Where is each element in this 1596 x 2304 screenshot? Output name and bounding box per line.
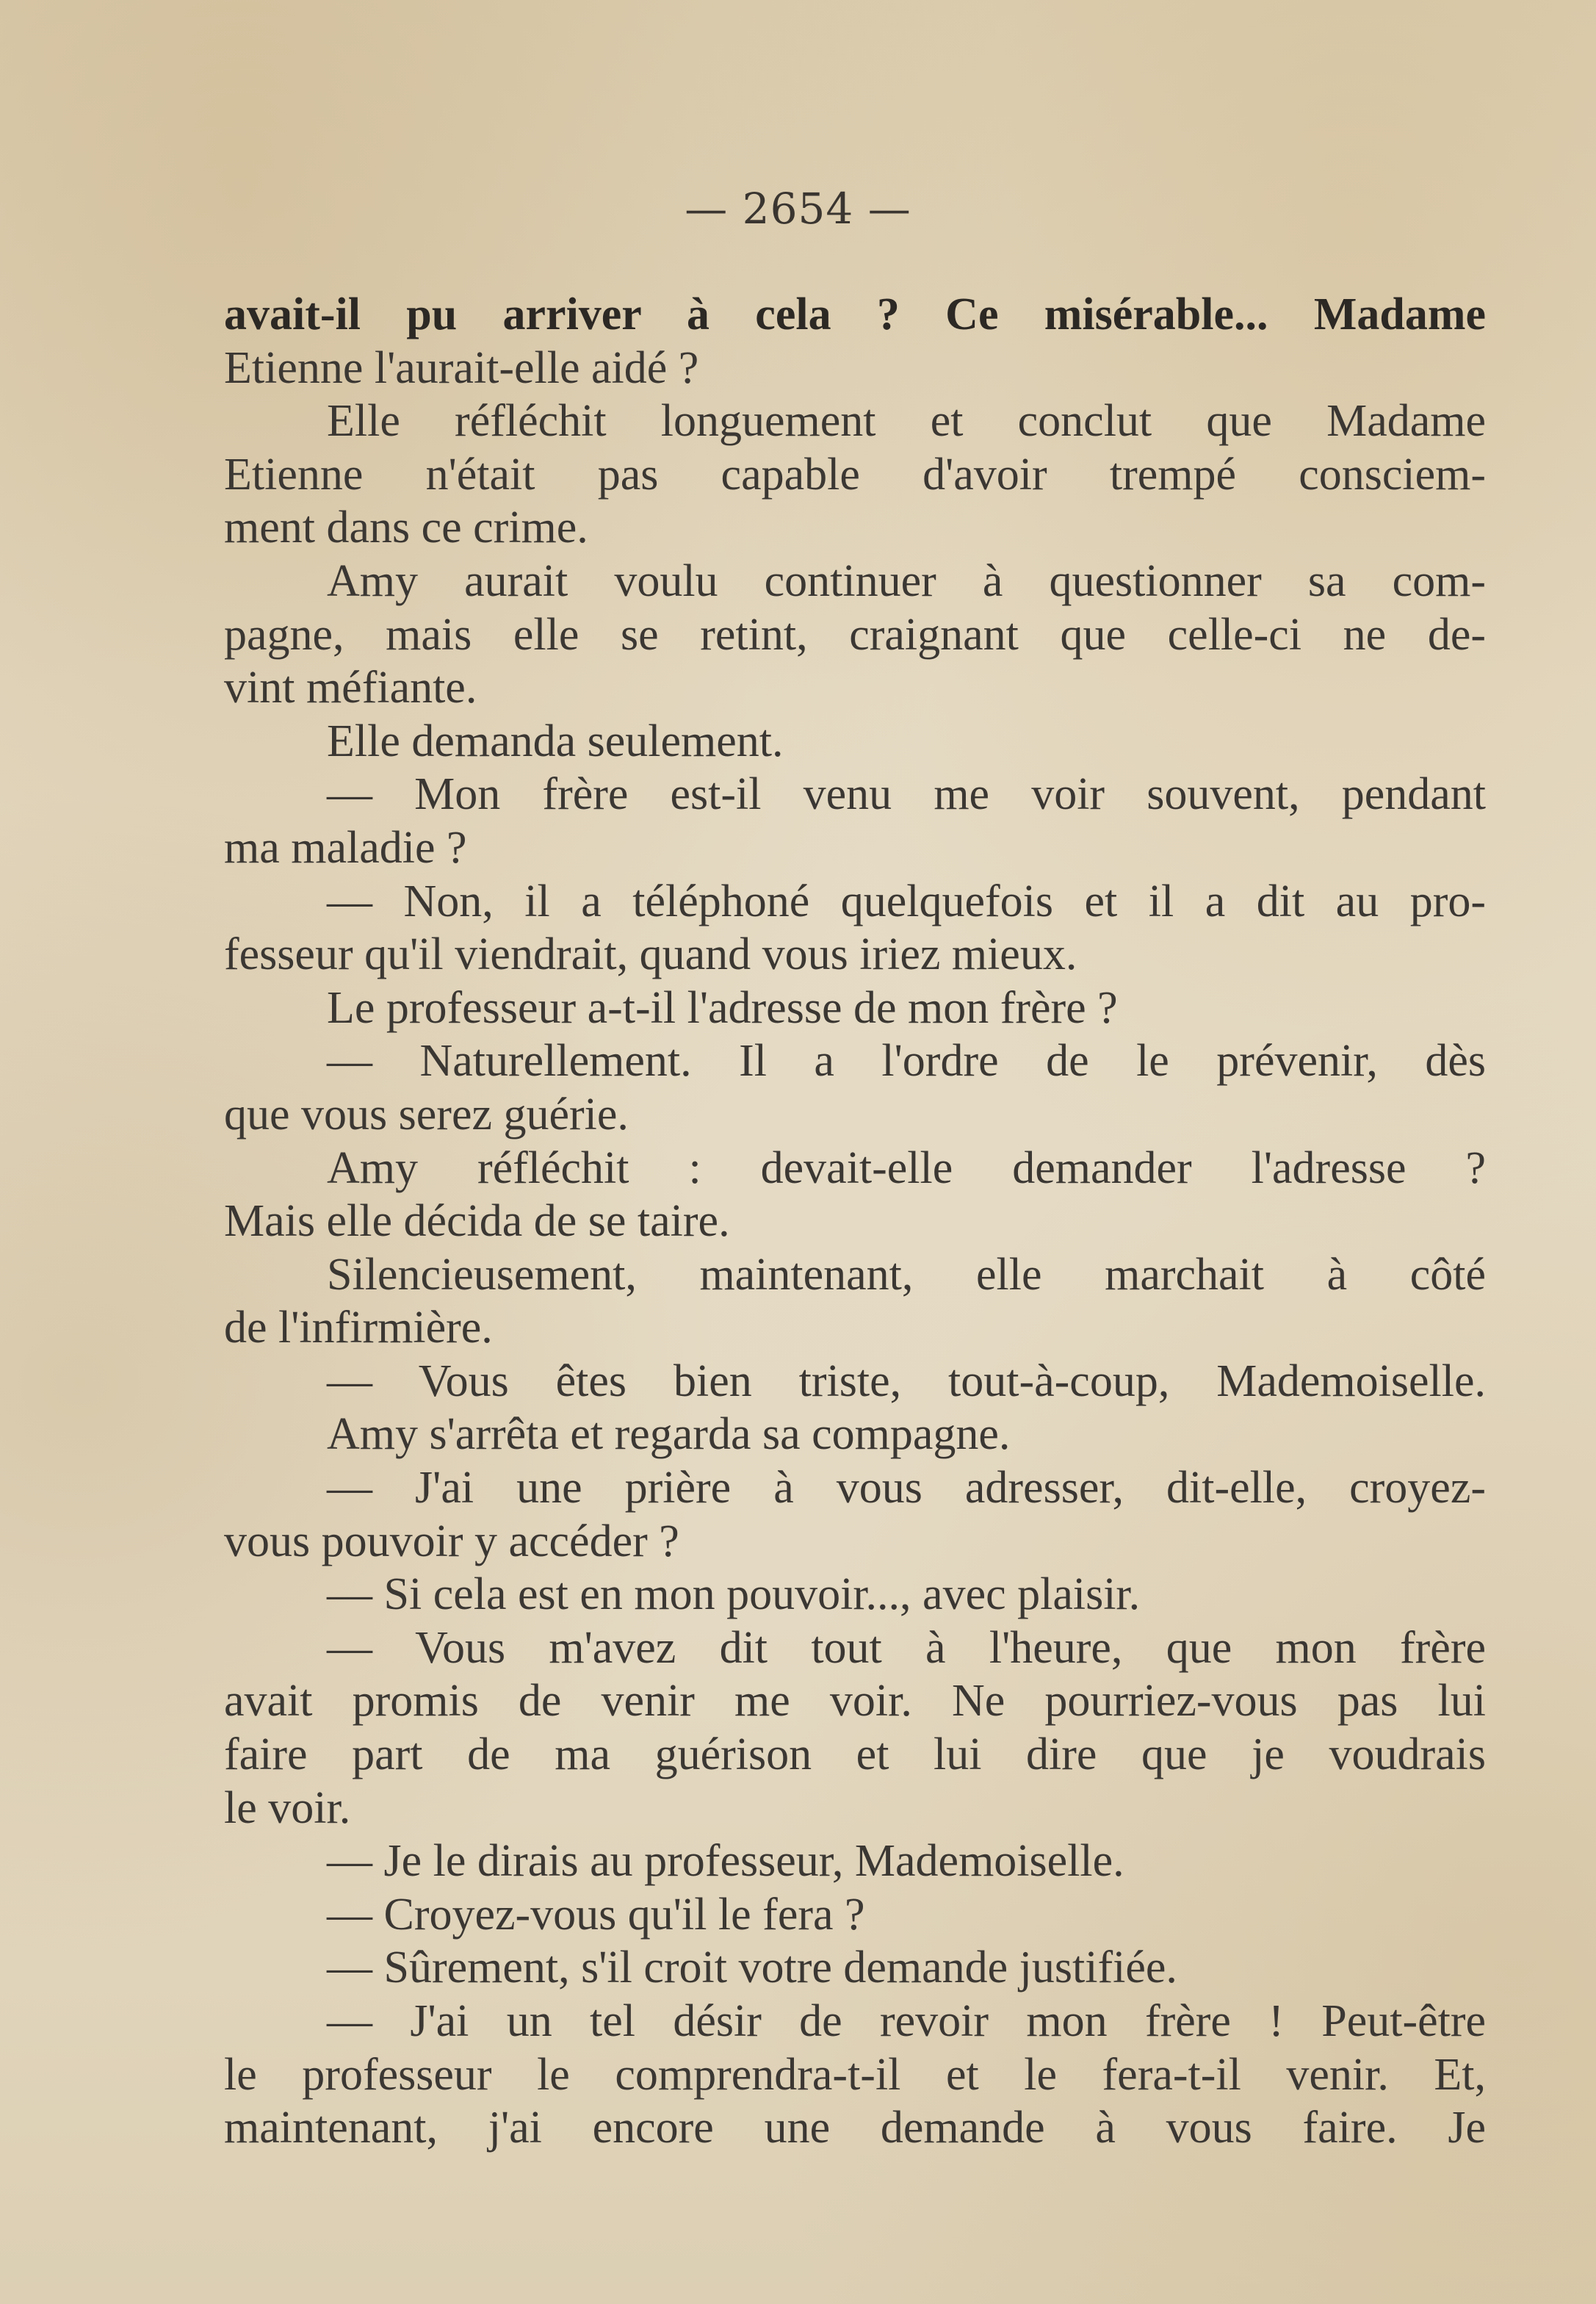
- text-line: vint méfiante.: [224, 663, 477, 713]
- text-line: Mais elle décida de se taire.: [224, 1196, 730, 1247]
- text-line: ma maladie ?: [224, 822, 467, 873]
- text-line: — J'ai un tel désir de revoir mon frère ! Peut-être: [327, 1996, 1486, 2046]
- text-line: faire part de ma guérison et lui dire que je voudrais: [224, 1729, 1486, 1780]
- text-line: que vous serez guérie.: [224, 1089, 629, 1140]
- text-line: — Je le dirais au professeur, Mademoiselle.: [327, 1836, 1124, 1887]
- text-line: Amy s'arrêta et regarda sa compagne.: [327, 1409, 1011, 1460]
- text-line: Le professeur a-t-il l'adresse de mon frère ?: [327, 982, 1118, 1033]
- text-line: le voir.: [224, 1782, 351, 1833]
- text-line: Silencieusement, maintenant, elle marchait à côté: [327, 1249, 1486, 1300]
- text-line: Amy aurait voulu continuer à questionner sa com-: [327, 555, 1486, 606]
- text-line: le professeur le comprendra-t-il et le fera-t-il venir. Et,: [224, 2049, 1486, 2100]
- text-line: Amy réfléchit : devait-elle demander l'adresse ?: [327, 1142, 1486, 1193]
- text-line: Elle demanda seulement.: [327, 716, 784, 766]
- text-line: ment dans ce crime.: [224, 503, 588, 553]
- text-line: maintenant, j'ai encore une demande à vous faire. Je: [224, 2103, 1486, 2153]
- text-line: — Vous m'avez dit tout à l'heure, que mon frère: [327, 1622, 1486, 1673]
- text-line: — Si cela est en mon pouvoir..., avec plaisir.: [327, 1569, 1141, 1620]
- text-line: — Naturellement. Il a l'ordre de le prévenir, dès: [327, 1036, 1486, 1087]
- text-line: Etienne l'aurait-elle aidé ?: [224, 342, 699, 393]
- text-line: — Non, il a téléphoné quelquefois et il a dit au pro-: [327, 876, 1486, 926]
- text-line: pagne, mais elle se retint, craignant que celle-ci ne de-: [224, 609, 1486, 660]
- text-line: de l'infirmière.: [224, 1303, 493, 1353]
- text-line: Etienne n'était pas capable d'avoir trempé consciem-: [224, 449, 1486, 500]
- text-line: — Croyez-vous qu'il le fera ?: [327, 1889, 865, 1940]
- text-line: avait promis de venir me voir. Ne pourriez-vous pas lui: [224, 1676, 1486, 1727]
- page-number: — 2654 —: [685, 184, 911, 234]
- body-text: [224, 288, 1486, 2155]
- text-line: — Vous êtes bien triste, tout-à-coup, Mademoiselle.: [327, 1356, 1486, 1406]
- text-line: avait-il pu arriver à cela ? Ce misérable... Madame: [224, 289, 1486, 339]
- text-line: — Sûrement, s'il croit votre demande justifiée.: [327, 1943, 1177, 1993]
- text-line: vous pouvoir y accéder ?: [224, 1516, 679, 1566]
- text-line: fesseur qu'il viendrait, quand vous iriez mieux.: [224, 929, 1077, 980]
- text-line: Elle réfléchit longuement et conclut que Madame: [327, 396, 1486, 447]
- text-line: — J'ai une prière à vous adresser, dit-elle, croyez-: [327, 1463, 1486, 1513]
- text-line: — Mon frère est-il venu me voir souvent, pendant: [327, 769, 1486, 820]
